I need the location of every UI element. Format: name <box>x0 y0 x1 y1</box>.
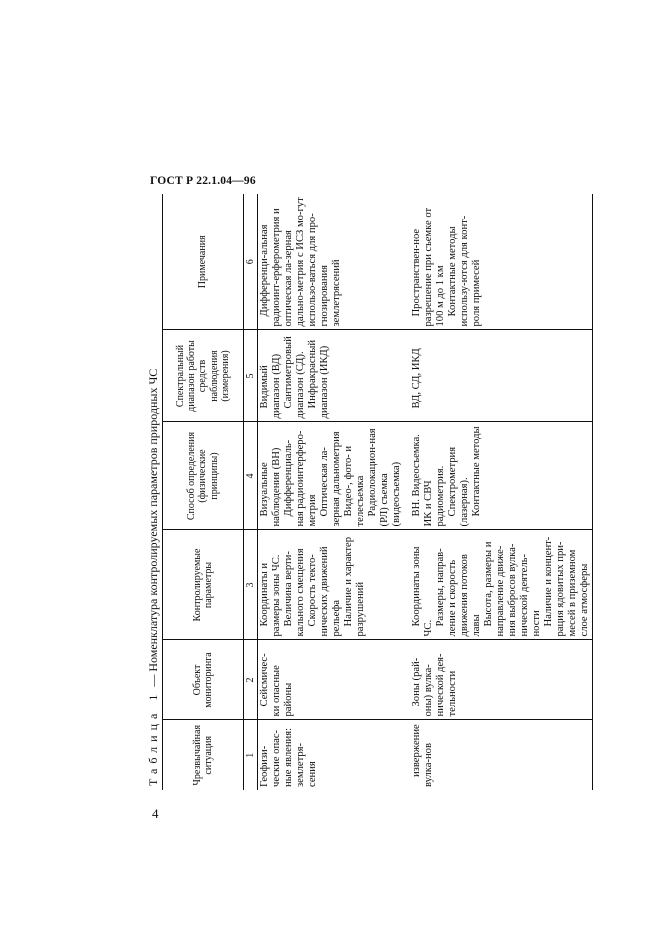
standard-header: ГОСТ Р 22.1.04—96 <box>150 175 256 187</box>
column-number: 5 <box>244 330 258 422</box>
situation-cell <box>410 720 592 790</box>
param-text: Наличие и характер разрушений <box>343 536 367 637</box>
params-cell <box>410 530 592 640</box>
param-text: Скорость текто-нических движений рельефа <box>307 546 343 637</box>
situation-cell <box>258 720 411 790</box>
method-text: Видео-, фото- и телесъемка <box>343 445 367 527</box>
table-caption <box>146 369 161 786</box>
param-text: Высота, размеры и направление движе-ния выбросов вулка-нической деятель-ности <box>483 541 542 637</box>
table-caption-text: — Номенклатура контролируемых параметров природных ЧС <box>146 368 160 687</box>
situation-text: извержение вулка-нов <box>411 724 435 787</box>
column-header: Спектральный диапазон работы средств наблюдения (измерения) <box>163 330 244 422</box>
methods-cell <box>258 422 411 530</box>
column-header: Объект мониторинга <box>163 640 244 720</box>
page-number: 4 <box>152 806 159 821</box>
column-header: Контролируемые параметры <box>163 530 244 640</box>
notes-cell <box>410 194 592 330</box>
method-text: ВН. Видеосъемка. ИК и СВЧ радиометрия. <box>411 434 447 527</box>
spectrum-text: Сантиметровый диапазон (СД). <box>283 336 307 419</box>
methods-cell <box>410 422 592 530</box>
param-text: Координаты и размеры зоны ЧС. <box>259 554 283 637</box>
param-text: Размеры, направ-ление и скорость движения потоков лавы <box>435 548 483 637</box>
method-text: Оптическая ла-зерная дальнометрия <box>319 431 343 527</box>
param-text: Величина верти-кального смещения <box>283 548 307 637</box>
spectrum-text: Видимый диапазон (ВД) <box>259 353 283 419</box>
situation-text: Геофизи-ческие опас-ные явления: землетря-сения <box>259 727 319 787</box>
table-row <box>258 194 411 790</box>
column-number: 4 <box>244 422 258 530</box>
param-text: Координаты зоны ЧС. <box>411 546 435 637</box>
method-text: Дифференциаль-ная радиоинтерферо-метрия <box>283 430 319 527</box>
table-header-row <box>163 194 244 790</box>
object-text: Сейсмичес-ки опасные районы <box>259 653 295 717</box>
table-caption-label: Таблица 1 <box>146 689 160 786</box>
column-header: Способ определения (физические принципы) <box>163 422 244 530</box>
column-number-row <box>244 194 258 790</box>
note-text: Контактные методы использу-ются для конт-роля примесей <box>447 215 483 327</box>
column-number: 3 <box>244 530 258 640</box>
column-number: 6 <box>244 194 258 330</box>
column-number: 1 <box>244 720 258 790</box>
column-header: Примечания <box>163 194 244 330</box>
params-cell <box>258 530 411 640</box>
method-text: Радиолокацион-ная (РЛ) съемка (видеосъемка) <box>367 428 402 527</box>
object-cell <box>258 640 411 720</box>
spectrum-text: ВД, СД, ИКД <box>411 348 423 409</box>
table-row <box>410 194 592 790</box>
method-text: Контактные методы <box>471 426 483 517</box>
column-number: 2 <box>244 640 258 720</box>
spectrum-cell <box>258 330 411 422</box>
object-text: Зоны (рай-оны) вулка-нической дея-тельности <box>411 653 459 717</box>
spectrum-cell <box>410 330 592 422</box>
notes-cell <box>258 194 411 330</box>
param-text: Наличие и концент-рация ядовитых при-месей в приземном слое атмосферы <box>542 536 590 637</box>
note-text: Пространствен-ное разрешение при съемке от 100 м до 1 км <box>411 207 447 327</box>
parameters-table <box>162 194 593 790</box>
column-header: Чрезвычайная ситуация <box>163 720 244 790</box>
method-text: Спектрометрия (лазерная). <box>447 446 471 527</box>
spectrum-text: Инфракрасный диапазон (ИКД) <box>307 340 331 419</box>
object-cell <box>410 640 592 720</box>
method-text: Визуальные наблюдения (ВН) <box>259 447 283 527</box>
note-text: Дифференци-альная радиоинт-ерферометрия и оптическая ла-зерная дально-метрия с ИСЗ мо-гут использо-ваться для про-гнозирования землетрясений <box>259 197 343 327</box>
rotated-table-frame <box>162 194 590 790</box>
